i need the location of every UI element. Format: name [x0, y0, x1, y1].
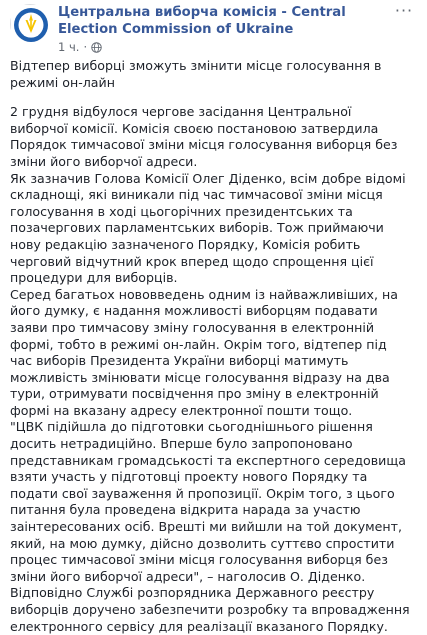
more-options-icon[interactable]: ··· — [394, 1, 414, 20]
post-timestamp[interactable]: 1 ч. — [58, 40, 80, 54]
page-name-link[interactable]: Центральна виборча комісія - Central Election Commission of Ukraine — [58, 5, 346, 37]
post-paragraph: Серед багатьох нововведень одним із найважливіших, на його думку, є надання можливості виборцям подавати заяви про тимчасову зміну голосування в електронній формі, тобто в режимі он-лайн. Окрім того, відтепер під час виборів Президента України виборці матимуть можливість змінювати місце голосування відразу на два тури, отримувати посвідчення про зміну в електронній формі на вказану адресу електронної пошти тощо. — [10, 286, 398, 418]
post-header — [0, 0, 427, 54]
meta-separator: · — [83, 40, 88, 54]
globe-icon — [91, 42, 102, 53]
post-paragraph: Як зазначив Голова Комісії Олег Діденко, всім добре відомі складнощі, які виникали під час тимчасової зміни місця голосування в ході цьогорічних президентських та позачергових парламентських виборів. Тож приймаючи нову редакцію зазначеного Порядку, Комісія робить черговий відчутний крок вперед щодо спрощення цієї процедури для виборців. — [10, 170, 406, 286]
post-paragraph: 2 грудня відбулося чергове засідання Центральної виборчої комісії. Комісія своєю постановою затвердила Порядок тимчасової зміни місця голосування виборця без зміни його виборчої адреси. — [10, 104, 398, 169]
post-paragraph: "ЦВК підійшла до підготовки сьогоднішнього рішення досить нетрадиційно. Вперше було запропоновано представникам громадськості та експертного середовища взяти участь у підготовці проекту нового Порядку та подати свої зауваження й пропозиції. Окрім того, з цього питання була проведена відкрита нарада за участю заінтересованих осіб. Врешті ми вийшли на той документ, який, на мою думку, дійсно дозволить суттєво спростити процес тимчасової зміни місця голосування виборця без зміни його виборчої адреси", – наголосив О. Діденко. — [10, 419, 406, 584]
post-body — [10, 58, 410, 635]
post-headline: Відтепер виборці зможуть змінити місце голосування в режимі он-лайн — [10, 58, 382, 90]
cec-logo-icon — [11, 5, 51, 45]
post-paragraph: Відповідно Службі розпорядника Державного реєстру виборців доручено забезпечити розробку та впровадження електронного сервісу для реалізації вказаного Порядку. — [10, 585, 410, 634]
post-meta — [58, 40, 102, 54]
page-avatar[interactable] — [10, 4, 50, 44]
